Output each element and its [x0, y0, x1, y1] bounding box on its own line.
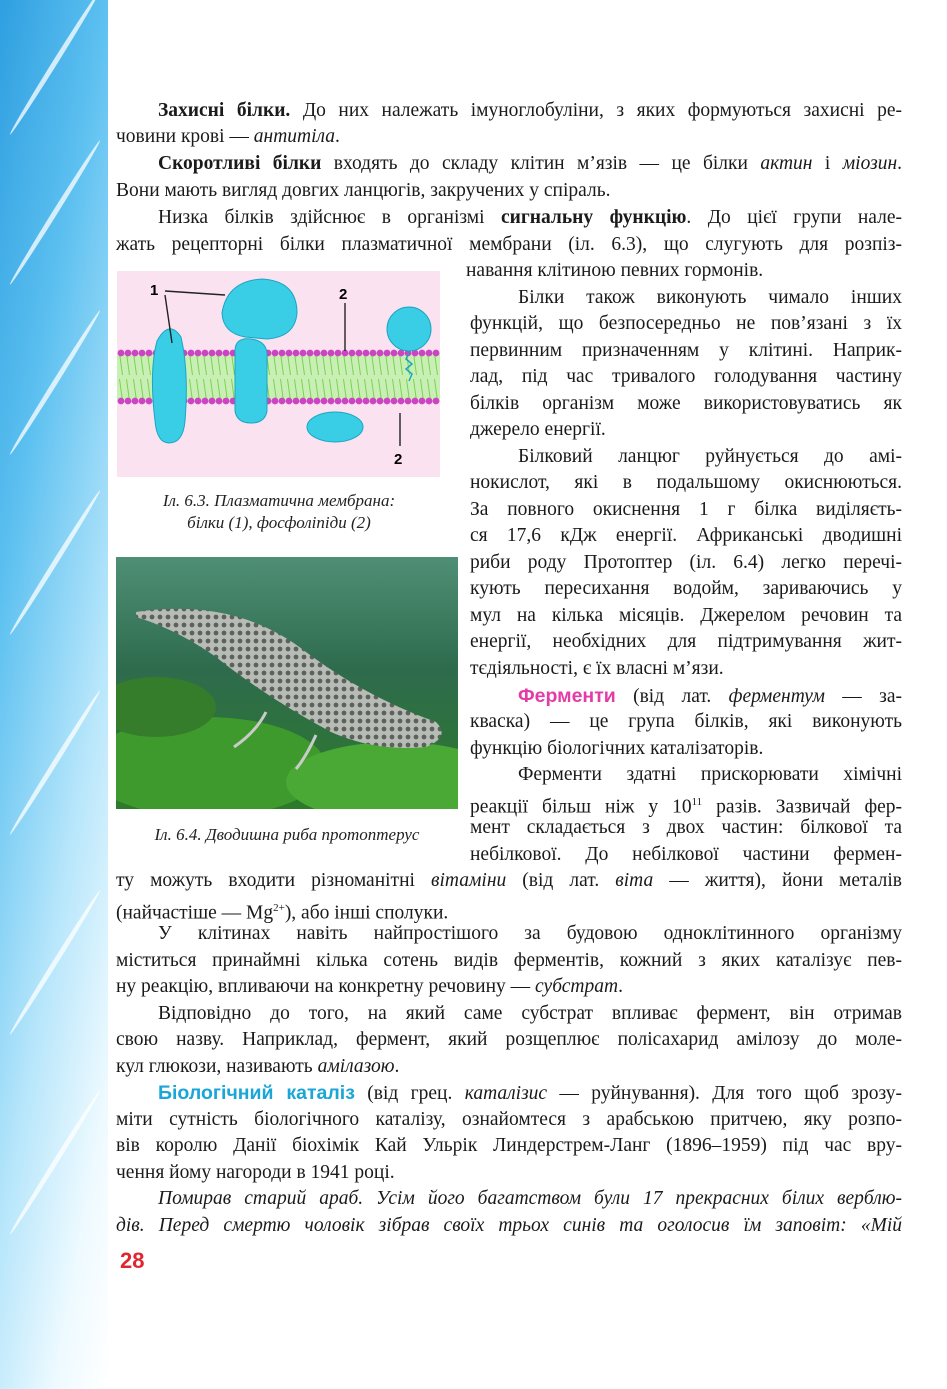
text-line: риби роду Протоптер (іл. 6.4) легко перечі- — [470, 552, 902, 573]
text-line: мул на кілька місяців. Джерелом речовин та — [470, 605, 902, 626]
text-line: свою назву. Наприклад, фермент, який розщеплює полісахарид амілозу до моле- — [116, 1029, 902, 1050]
text-line: функцію біологічних каталізаторів. — [470, 738, 764, 759]
figure-caption-6-3: Іл. 6.3. Плазматична мембрана: білки (1), фосфоліпіди (2) — [162, 491, 396, 532]
text-line: небілкової. До небілкової частини фермен- — [470, 844, 902, 865]
text-line: Білковий ланцюг руйнується до амі- — [518, 446, 902, 467]
text-line: функцій, що безпосередньо не пов’язані з їх — [470, 313, 902, 334]
text-line: Скоротливі білки входять до складу клітин м’язів — це білки актин і міозин. — [158, 153, 902, 174]
text-line: кують пересихання водойм, зариваючись у — [470, 578, 902, 599]
figure-label-1: 1 — [150, 282, 159, 299]
plasma-membrane-figure — [117, 271, 440, 477]
text-line: Біологічний каталіз (від грец. каталізис — руйнування). Для того щоб зрозу- — [158, 1082, 902, 1104]
text-line: дів. Перед смертю чоловік зібрав своїх трьох синів та оголосив їм заповіт: «Мій — [116, 1215, 902, 1236]
text-line: тєдіяльності, є їх власні м’язи. — [470, 658, 724, 679]
figure-caption-6-4: Іл. 6.4. Дводишна риба протоптерус — [154, 825, 420, 844]
text-line: жать рецепторні білки плазматичної мембрани (іл. 6.3), що слугують для розпіз- — [116, 234, 902, 255]
text-line: лад, під час тривалого голодування частину — [470, 366, 902, 387]
figure-label-2-top: 2 — [339, 286, 348, 303]
text-line: ну реакцію, впливаючи на конкретну речовину — субстрат. — [116, 976, 623, 997]
text-line: енергії, необхідних для підтримування жит- — [470, 631, 902, 652]
text-line: Відповідно до того, на який саме субстрат впливає фермент, він отримав — [158, 1003, 902, 1024]
decorative-side-band — [0, 0, 108, 1389]
text-line: Вони мають вигляд довгих ланцюгів, закручених у спіраль. — [116, 180, 611, 201]
text-line: нокислот, які в подальшому окиснюються. — [470, 472, 902, 493]
text-line: міти сутність біологічного каталізу, ознайомтеся з арабською притчею, яку розпо- — [116, 1109, 902, 1130]
text-line: Білки також виконують чимало інших — [518, 287, 902, 308]
text-line: реакції більш ніж у $10^{11}$ разів. Зазвичай фер- — [470, 796, 902, 818]
text-line: Захисні білки. До них належать імуноглобуліни, з яких формуються захисні ре- — [158, 100, 902, 121]
text-line: міститься принаймні кілька сотень видів ферментів, кожний з яких каталізує пев- — [116, 950, 902, 971]
text-line: Помирав старий араб. Усім його багатством були 17 прекрасних білих верблю- — [158, 1188, 902, 1209]
text-line: кул глюкози, називають амілазою. — [116, 1056, 400, 1077]
text-line: вів королю Данії біохімік Кай Ульрік Линдерстрем-Ланг (1896–1959) під час вру- — [116, 1135, 902, 1156]
text-line: чення йому нагороди в 1941 році. — [116, 1162, 395, 1183]
term-fermenty: Ферменти — [518, 685, 616, 707]
text-line: ся 17,6 кДж енергії. Африканські дводишні — [470, 525, 902, 546]
figure-label-2-bottom: 2 — [394, 451, 403, 468]
text-line: Низка білків здійснює в організмі сигнальну функцію. До цієї групи нале- — [158, 207, 902, 228]
text-line: навання клітиною певних гормонів. — [466, 260, 764, 281]
text-line: Ферменти (від лат. ферментум — за- — [518, 685, 902, 707]
text-line: джерело енергії. — [470, 419, 606, 440]
text-line: кваска) — це група білків, які виконують — [470, 711, 902, 732]
lungfish-photo — [116, 557, 458, 809]
text-line: (найчастіше — $Mg^{2+}$), або інші сполуки. — [116, 902, 449, 924]
text-line: білків організм може використовуватись як — [470, 393, 902, 414]
text-line: ту можуть входити різноманітні вітаміни (від лат. віта — життя), йони металів — [116, 870, 902, 891]
text-line: За повного окиснення 1 г білка виділяєть- — [470, 499, 902, 520]
text-line: первинним призначенням у клітині. Наприк- — [470, 340, 902, 361]
text-line: човини крові — антитіла. — [116, 126, 340, 147]
text-line: Ферменти здатні прискорювати хімічні — [518, 764, 902, 785]
text-line: У клітинах навіть найпростішого за будовою одноклітинного організму — [158, 923, 902, 944]
term-biological-catalysis: Біологічний каталіз — [158, 1082, 355, 1104]
text-line: мент складається з двох частин: білкової та — [470, 817, 902, 838]
page-number: 28 — [120, 1248, 145, 1273]
